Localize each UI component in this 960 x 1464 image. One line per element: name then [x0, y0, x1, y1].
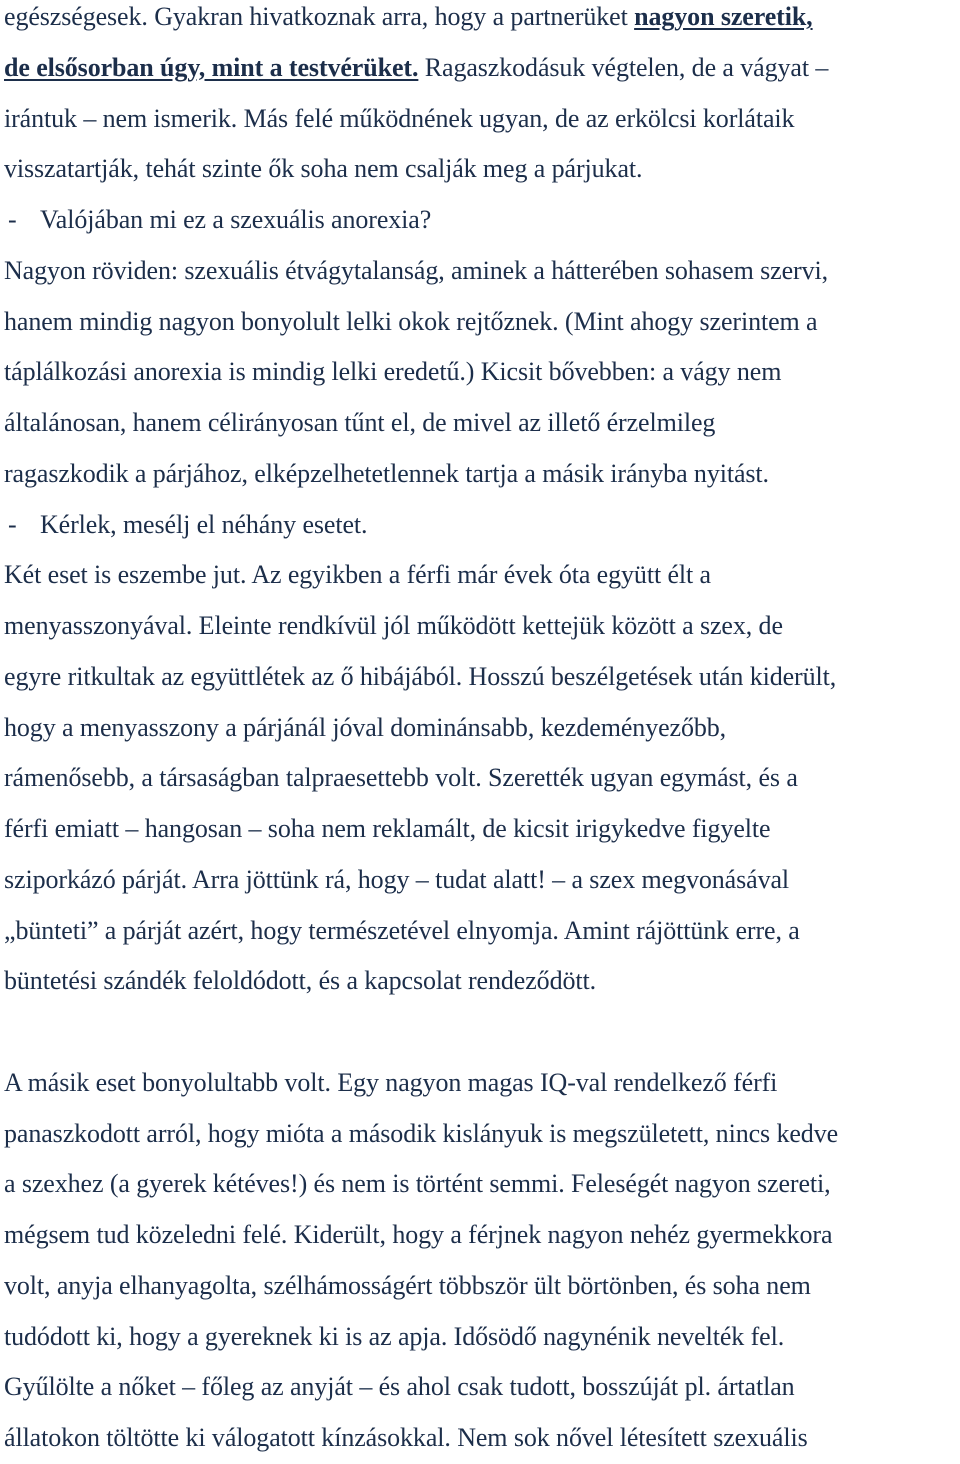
text-line: [4, 449, 956, 500]
text-run: A másik eset bonyolultabb volt. Egy nagyon magas IQ-val rendelkező férfi: [4, 1067, 778, 1097]
text-line: [4, 43, 956, 94]
text-run: táplálkozási anorexia is mindig lelki eredetű.) Kicsit bővebben: a vágy nem: [4, 357, 782, 387]
text-line: [4, 804, 956, 855]
text-line: [4, 0, 956, 43]
dialogue-dash: -: [8, 509, 17, 539]
text-line: [4, 550, 956, 601]
text-run: menyasszonyával. Eleinte rendkívül jól működött kettejük között a szex, de: [4, 611, 783, 640]
text-line: [4, 753, 956, 804]
text-run: Gyűlölte a nőket – főleg az anyját – és ahol csak tudott, bosszúját pl. ártatlan: [4, 1372, 795, 1402]
text-line: [4, 1058, 956, 1109]
dialogue-question-line: [4, 195, 956, 246]
text-run: a szexhez (a gyerek kétéves!) és nem is történt semmi. Feleségét nagyon szereti,: [4, 1169, 831, 1199]
text-line: [4, 601, 956, 652]
text-run: irántuk – nem ismerik. Más felé működnének ugyan, de az erkölcsi korlátaik: [4, 103, 795, 133]
text-run: tudódott ki, hogy a gyereknek ki is az apja. Idősödő nagynénik nevelték fel.: [4, 1321, 785, 1351]
text-run: férfi emiatt – hangosan – soha nem reklamált, de kicsit irigykedve figyelte: [4, 814, 771, 843]
text-line: [4, 1413, 956, 1464]
text-line: [4, 906, 956, 957]
text-line: [4, 956, 956, 1007]
text-run: egészségesek. Gyakran hivatkoznak arra, hogy a partnerüket: [4, 2, 635, 31]
text-line: [4, 1312, 956, 1363]
text-line: [4, 246, 956, 297]
text-run: mégsem tud közeledni felé. Kiderült, hogy a férjnek nagyon nehéz gyermekkora: [4, 1220, 833, 1249]
text-run: Két eset is eszembe jut. Az egyikben a férfi már évek óta együtt élt a: [4, 560, 711, 590]
text-run: rámenősebb, a társaságban talpraesettebb volt. Szerették ugyan egymást, és a: [4, 763, 798, 793]
text-run: „bünteti” a párját azért, hogy természetével elnyomja. Amint rájöttünk erre, a: [4, 915, 800, 945]
text-line: [4, 398, 956, 449]
text-run: állatokon töltötte ki válogatott kínzásokkal. Nem sok nővel létesített szexuális: [4, 1423, 808, 1452]
text-run: hanem mindig nagyon bonyolult lelki okok rejtőznek. (Mint ahogy szerintem a: [4, 306, 818, 336]
text-run: Nagyon röviden: szexuális étvágytalanság, aminek a hátterében sohasem szervi,: [4, 255, 829, 285]
text-line: [4, 94, 956, 145]
text-line: [4, 1362, 956, 1413]
text-line: [4, 297, 956, 348]
text-run: büntetési szándék feloldódott, és a kapcsolat rendeződött.: [4, 966, 597, 996]
text-line: [4, 1159, 956, 1210]
text-run: panaszkodott arról, hogy mióta a második kislányuk is megszületett, nincs kedve: [4, 1118, 839, 1148]
text-run: ragaszkodik a párjához, elképzelhetetlennek tartja a másik irányba nyitást.: [4, 458, 769, 488]
dialogue-question-line: [4, 500, 956, 551]
dialogue-dash: -: [8, 205, 17, 234]
document-page: [4, 0, 956, 1464]
emphasized-text: de elsősorban úgy, mint a testvérüket.: [4, 52, 419, 82]
text-line: [4, 347, 956, 398]
text-run: Kérlek, mesélj el néhány esetet.: [40, 509, 368, 539]
text-run: Valójában mi ez a szexuális anorexia?: [40, 205, 432, 234]
emphasized-text: nagyon szeretik,: [634, 2, 813, 31]
text-run: visszatartják, tehát szinte ők soha nem csalják meg a párjukat.: [4, 154, 643, 184]
text-line: [4, 1261, 956, 1312]
text-run: általánosan, hanem célirányosan tűnt el, de mivel az illető érzelmileg: [4, 408, 716, 437]
text-run: hogy a menyasszony a párjánál jóval dominánsabb, kezdeményezőbb,: [4, 712, 727, 742]
text-run: Ragaszkodásuk végtelen, de a vágyat –: [418, 52, 829, 82]
text-run: sziporkázó párját. Arra jöttünk rá, hogy – tudat alatt! – a szex megvonásával: [4, 864, 790, 894]
text-run: volt, anyja elhanyagolta, szélhámosságért többször ült börtönben, és soha nem: [4, 1270, 811, 1300]
paragraph-break: [4, 1007, 956, 1058]
text-line: [4, 652, 956, 703]
text-line: [4, 703, 956, 754]
text-run: egyre ritkultak az együttlétek az ő hibájából. Hosszú beszélgetések után kiderült,: [4, 661, 837, 691]
text-line: [4, 144, 956, 195]
text-line: [4, 1210, 956, 1261]
text-line: [4, 855, 956, 906]
text-line: [4, 1109, 956, 1160]
